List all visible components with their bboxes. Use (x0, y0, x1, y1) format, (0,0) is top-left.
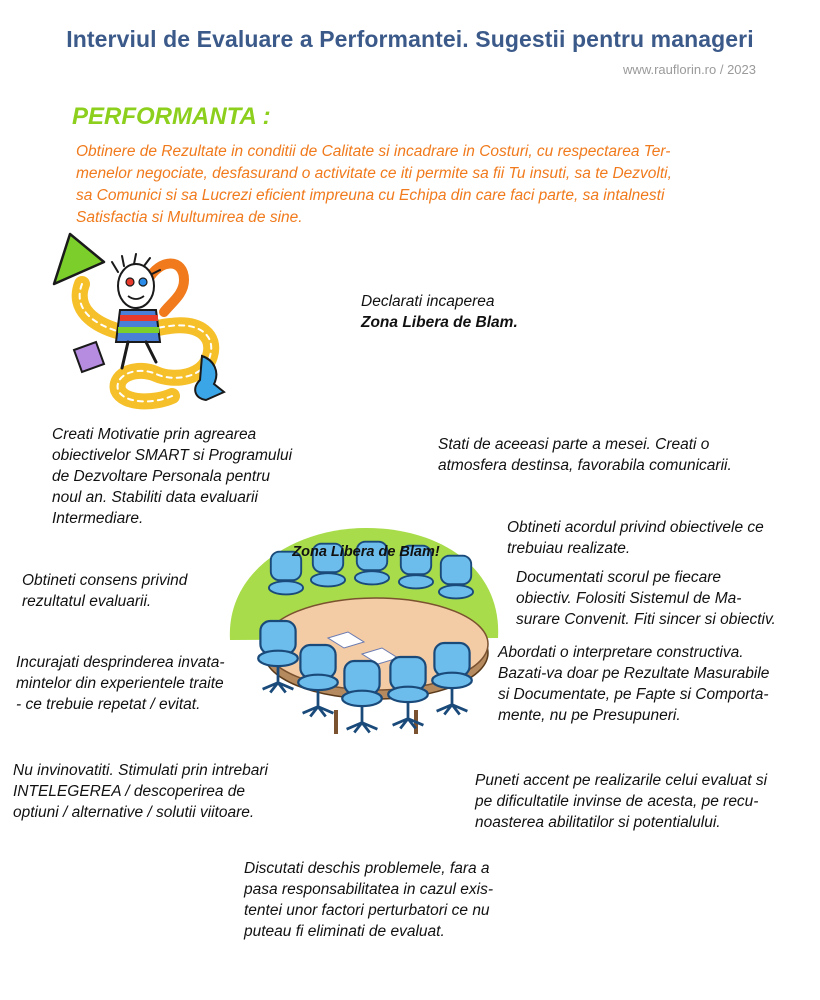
note-consensus (22, 570, 187, 612)
chair (388, 657, 428, 729)
note-line: noasterea abilitatilor si potentialului. (475, 814, 721, 831)
note-line: rezultatul evaluarii. (22, 593, 152, 610)
note-line: Intermediare. (52, 510, 144, 527)
chair (432, 643, 472, 715)
note-blame-free-zone (361, 291, 518, 333)
note-line: Nu invinovatiti. Stimulati prin intrebari (13, 762, 268, 779)
note-line: surare Convenit. Fiti sincer si obiectiv. (516, 611, 776, 628)
note-agreement (507, 517, 764, 559)
note-line: Bazati-va doar pe Rezultate Masurabile (498, 665, 770, 682)
note-same-side (438, 434, 732, 476)
zone-label: Zona Libera de Blam! (292, 544, 440, 560)
note-line: Stati de aceeasi parte a mesei. Creati o (438, 436, 710, 453)
note-motivation (52, 424, 292, 529)
note-line: Obtineti consens privind (22, 572, 188, 589)
note-line: mente, nu pe Presupuneri. (498, 707, 681, 724)
note-line: optiuni / alternative / solutii viitoare. (13, 804, 255, 821)
note-line: - ce trebuie repetat / evitat. (16, 696, 201, 713)
purple-box-shape (74, 342, 104, 372)
note-line: de Dezvoltare Personala pentru (52, 468, 270, 485)
note-constructive (498, 642, 769, 726)
note-line: Incurajati desprinderea invata- (16, 654, 225, 671)
body-shape (116, 310, 160, 342)
note-line: trebuiau realizate. (507, 540, 631, 557)
note-line: pasa responsabilitatea in cazul exis- (244, 881, 493, 898)
note-line: Puneti accent pe realizarile celui evaluat si (475, 772, 768, 789)
note-line: atmosfera destinsa, favorabila comunicarii. (438, 457, 732, 474)
note-line: si Documentate, pe Fapte si Comporta- (498, 686, 769, 703)
note-line: obiectivelor SMART si Programului (52, 447, 293, 464)
note-line: Obtineti acordul privind obiectivele ce (507, 519, 764, 536)
note-achievements (475, 770, 767, 833)
definition-line: Obtinere de Rezultate in conditii de Calitate si incadrare in Costuri, cu respectarea Ter- (76, 143, 671, 160)
note-line: noul an. Stabiliti data evaluarii (52, 489, 258, 506)
note-lessons (16, 652, 225, 715)
definition-line: menelor negociate, desfasurand o activitate ce iti permite sa fii Tu insuti, sa te Dezvolti, (76, 165, 672, 182)
note-discuss (244, 858, 493, 942)
chair (439, 556, 473, 599)
note-line: tentei unor factori perturbatori ce nu (244, 902, 490, 919)
note-line: Documentati scorul pe fiecare (516, 569, 722, 586)
note-line: obiectiv. Folositi Sistemul de Ma- (516, 590, 742, 607)
chair (342, 661, 382, 733)
note-line: INTELEGEREA / descoperirea de (13, 783, 246, 800)
note-line: Creati Motivatie prin agrearea (52, 426, 257, 443)
note-line: pe dificultatile invinse de acesta, pe recu- (475, 793, 759, 810)
page-title: Interviul de Evaluare a Performantei. Sugestii pentru manageri (66, 26, 754, 52)
meeting-table-illustration (226, 520, 508, 770)
performance-heading: PERFORMANTA : (72, 103, 271, 130)
juggler-clipart (44, 232, 234, 414)
note-line: Abordati o interpretare constructiva. (498, 644, 744, 661)
note-line: Declarati incaperea (361, 293, 495, 310)
note-document-score (516, 567, 776, 630)
note-line: Discutati deschis problemele, fara a (244, 860, 490, 877)
source-credit: www.rauflorin.ro / 2023 (623, 62, 756, 77)
head-shape (118, 264, 154, 308)
green-triangle-shape (54, 234, 104, 284)
note-line-emphasis: Zona Libera de Blam. (361, 314, 518, 331)
definition-line: sa Comunici si sa Lucrezi eficient impreuna cu Echipa din care faci parte, sa intalnesti (76, 187, 665, 204)
chair (298, 645, 338, 717)
definition-line: Satisfactia si Multumirea de sine. (76, 209, 303, 226)
note-line: mintelor din experientele traite (16, 675, 224, 692)
note-line: puteau fi eliminati de evaluat. (244, 923, 445, 940)
performance-definition (76, 141, 726, 229)
